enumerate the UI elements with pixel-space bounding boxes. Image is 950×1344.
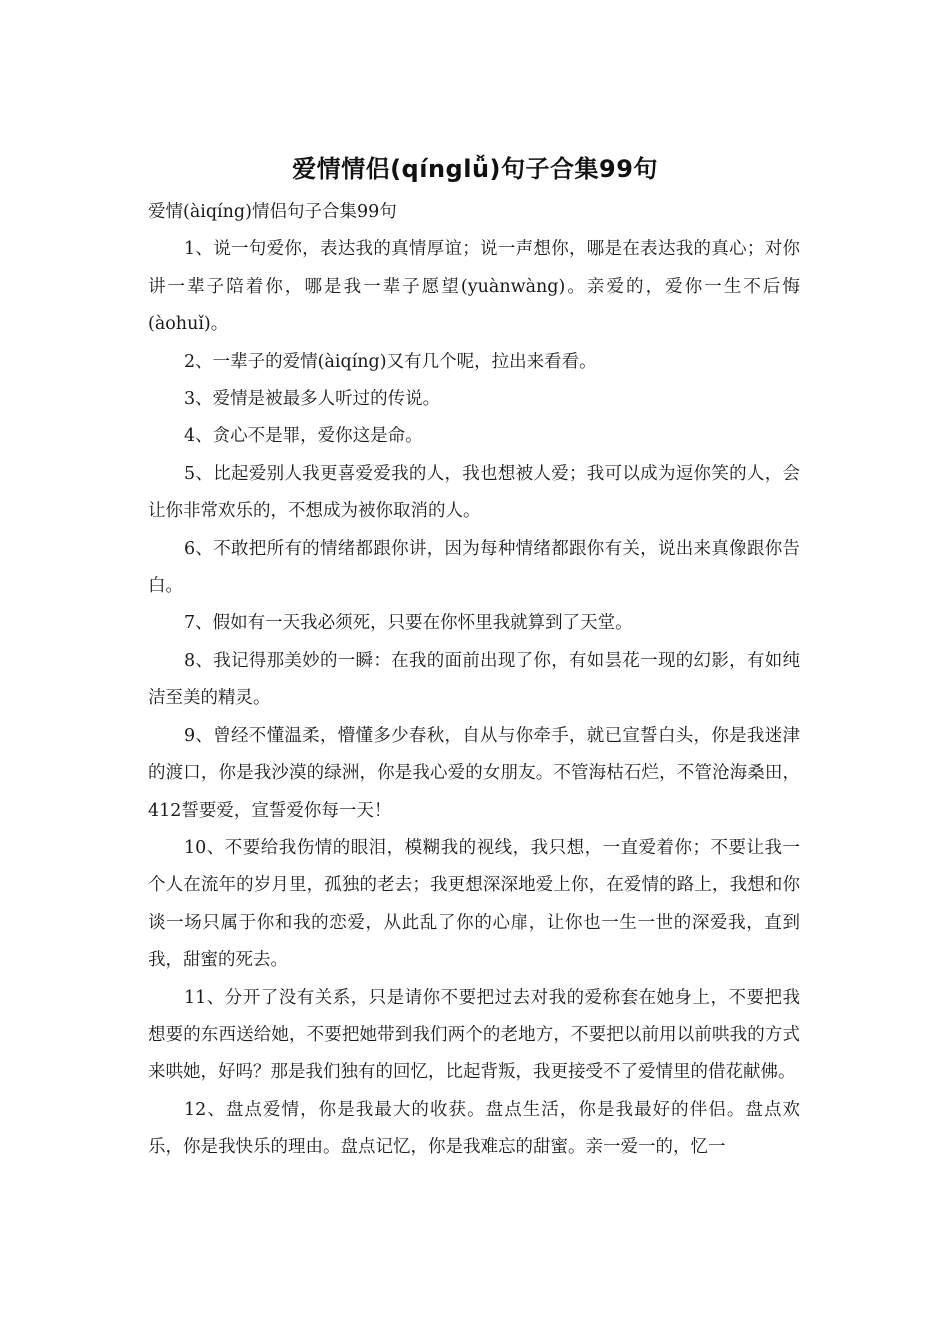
paragraph-1: 1、说一句爱你，表达我的真情厚谊；说一声想你，哪是在表达我的真心；对你讲一辈子陪着你，哪是我一辈子愿望(yuànwàng)。亲爱的，爱你一生不后悔(àohuǐ)。 [148, 239, 800, 335]
document-body [148, 194, 800, 1167]
paragraph-12: 12、盘点爱情，你是我最大的收获。盘点生活，你是我最好的伴侣。盘点欢乐，你是我快乐的理由。盘点记忆，你是我难忘的甜蜜。亲一爱一的，忆一 [148, 1099, 800, 1158]
paragraph-4: 4、贪心不是罪，爱你这是命。 [184, 426, 423, 447]
paragraph-10: 10、不要给我伤情的眼泪，模糊我的视线，我只想，一直爱着你；不要让我一个人在流年的岁月里，孤独的老去；我更想深深地爱上你，在爱情的路上，我想和你谈一场只属于你和我的恋爱，从此乱了你的心扉，让你也一生一世的深爱我，直到我，甜蜜的死去。 [148, 837, 800, 971]
paragraph-9: 9、曾经不懂温柔，懵懂多少春秋，自从与你牵手，就已宣誓白头，你是我迷津的渡口，你是我沙漠的绿洲，你是我心爱的女朋友。不管海枯石烂，不管沧海桑田，412誓要爱，宣誓爱你每一天！ [148, 725, 800, 821]
document-title: 爱情情侣(qínglǚ)句子合集99句 [292, 155, 658, 183]
paragraph-11: 11、分开了没有关系，只是请你不要把过去对我的爱称套在她身上，不要把我想要的东西送给她，不要把她带到我们两个的老地方，不要把以前用以前哄我的方式来哄她，好吗？那是我们独有的回忆，比起背叛，我更接受不了爱情里的借花献佛。 [148, 987, 800, 1083]
paragraph-7: 7、假如有一天我必须死，只要在你怀里我就算到了天堂。 [184, 613, 633, 634]
paragraph-3: 3、爱情是被最多人听过的传说。 [184, 389, 441, 410]
paragraph-5: 5、比起爱别人我更喜爱爱我的人，我也想被人爱；我可以成为逗你笑的人，会让你非常欢乐的，不想成为被你取消的人。 [148, 463, 800, 522]
paragraph-6: 6、不敢把所有的情绪都跟你讲，因为每种情绪都跟你有关，说出来真像跟你告白。 [148, 538, 800, 597]
document-subtitle: 爱情(àiqíng)情侣句子合集99句 [148, 202, 397, 222]
paragraph-8: 8、我记得那美妙的一瞬：在我的面前出现了你，有如昙花一现的幻影，有如纯洁至美的精灵。 [148, 650, 800, 709]
paragraph-2: 2、一辈子的爱情(àiqíng)又有几个呢，拉出来看看。 [184, 351, 597, 372]
